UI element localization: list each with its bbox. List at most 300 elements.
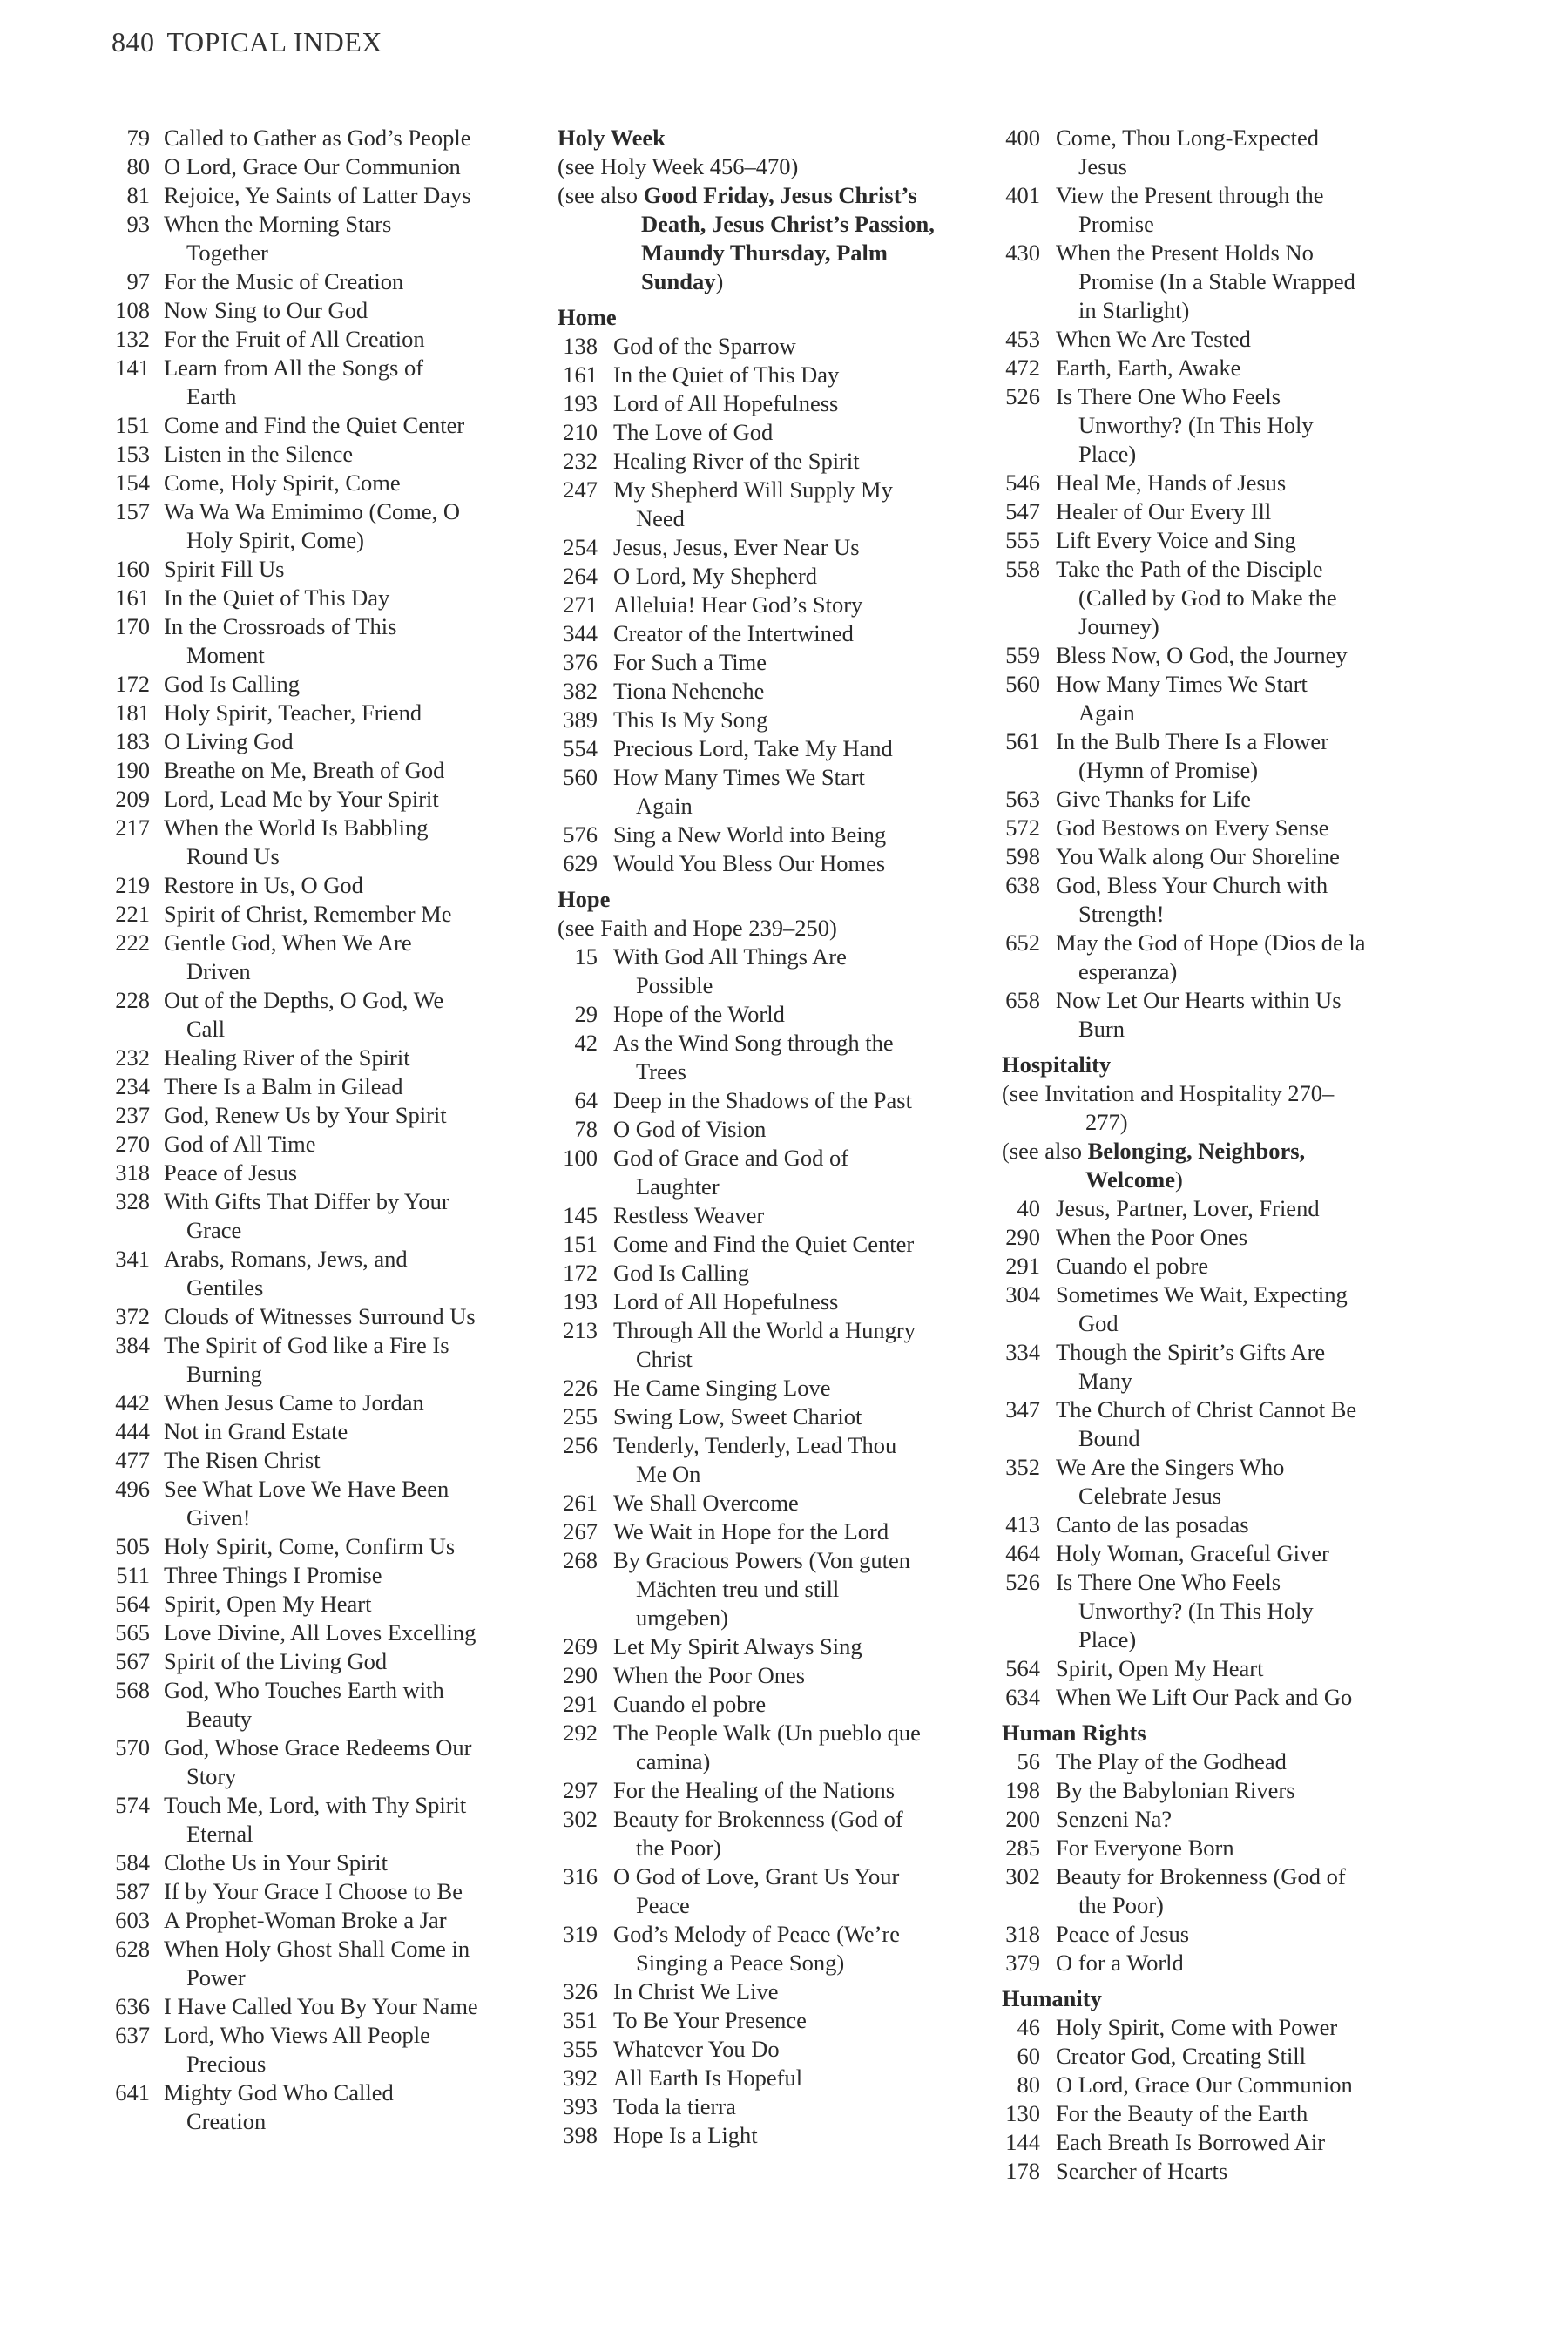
hymn-title-line: Searcher of Hearts — [1056, 2158, 1228, 2184]
hymn-number: 453 — [1005, 326, 1040, 352]
index-entry — [558, 1000, 993, 1029]
cross-reference-line — [1002, 1079, 1437, 1108]
cross-reference — [558, 914, 993, 943]
hymn-title-line: Spirit, Open My Heart — [1056, 1655, 1264, 1681]
hymn-title — [164, 411, 527, 440]
hymn-number: 255 — [563, 1403, 598, 1429]
hymn-title-line: Lift Every Voice and Sing — [1056, 527, 1296, 553]
hymn-number: 80 — [126, 153, 150, 179]
hymn-number: 584 — [115, 1849, 150, 1876]
hymn-number: 81 — [126, 182, 150, 208]
reference-text: 277) — [1085, 1109, 1128, 1135]
hymn-title-line: God of All Time — [164, 1131, 316, 1157]
hymn-title-line: Burn — [1078, 1016, 1125, 1042]
hymn-number: 547 — [1005, 498, 1040, 524]
hymn-title — [1056, 641, 1437, 670]
reference-text: ) — [715, 268, 724, 294]
hymn-number: 226 — [563, 1375, 598, 1401]
hymn-title — [613, 1230, 993, 1259]
hymn-title-line: For Everyone Born — [1056, 1835, 1234, 1861]
hymn-title — [1056, 2128, 1437, 2157]
hymn-title-line: Now Let Our Hearts within Us — [1056, 987, 1342, 1013]
hymn-title-line: Round Us — [186, 843, 280, 869]
hymn-title-line: God of Grace and God of — [613, 1145, 849, 1171]
hymn-title-line: When Jesus Came to Jordan — [164, 1389, 424, 1416]
hymn-title-line: When the Poor Ones — [613, 1662, 806, 1688]
hymn-title — [1056, 124, 1437, 181]
index-entry — [558, 1431, 993, 1489]
hymn-title — [164, 1044, 527, 1072]
hymn-number: 318 — [1005, 1921, 1040, 1947]
hymn-title — [1056, 1683, 1437, 1712]
hymn-number: 496 — [115, 1476, 150, 1502]
index-entry — [1002, 1834, 1437, 1862]
hymn-number: 256 — [563, 1432, 598, 1458]
hymn-number: 319 — [563, 1921, 598, 1947]
hymn-title-line: See What Love We Have Been — [164, 1476, 449, 1502]
index-entry — [96, 181, 527, 210]
index-entry — [558, 648, 993, 677]
hymn-title — [164, 900, 527, 929]
hymn-number: 80 — [1017, 2072, 1040, 2098]
hymn-title — [613, 619, 993, 648]
index-entry — [1002, 641, 1437, 670]
hymn-title — [613, 447, 993, 476]
hymn-title-line: Hope Is a Light — [613, 2122, 758, 2148]
hymn-title-line: Many — [1078, 1368, 1132, 1394]
index-entry — [558, 1316, 993, 1374]
index-entry — [558, 1719, 993, 1776]
hymn-number: 554 — [563, 735, 598, 761]
index-entry — [558, 1805, 993, 1862]
index-entry — [96, 210, 527, 267]
hymn-title — [1056, 181, 1437, 239]
hymn-title-line: This Is My Song — [613, 706, 768, 733]
hymn-title-line: Earth — [186, 383, 237, 409]
hymn-number: 219 — [115, 872, 150, 898]
hymn-number: 193 — [563, 1288, 598, 1315]
hymn-number: 344 — [563, 620, 598, 646]
hymn-number: 351 — [563, 2007, 598, 2033]
hymn-number: 291 — [1005, 1253, 1040, 1279]
hymn-title-line: the Poor) — [1078, 1892, 1164, 1918]
reference-text: (see Faith and Hope 239–250) — [558, 915, 837, 941]
hymn-number: 198 — [1005, 1777, 1040, 1803]
hymn-number: 217 — [115, 814, 150, 841]
hymn-title-line: When the Morning Stars — [164, 211, 392, 237]
hymn-title-line: Tenderly, Tenderly, Lead Thou — [613, 1432, 897, 1458]
hymn-title — [164, 1159, 527, 1187]
hymn-title — [164, 1935, 527, 1992]
hymn-number: 172 — [115, 671, 150, 697]
hymn-number: 526 — [1005, 1569, 1040, 1595]
hymn-title — [613, 476, 993, 533]
index-entry — [96, 727, 527, 756]
hymn-number: 636 — [115, 1993, 150, 2019]
hymn-title-line: Spirit, Open My Heart — [164, 1591, 372, 1617]
index-entry — [1002, 842, 1437, 871]
hymn-number: 269 — [563, 1633, 598, 1659]
hymn-title — [1056, 1539, 1437, 1568]
hymn-title — [613, 1144, 993, 1201]
referenced-topic: Sunday — [641, 268, 716, 294]
index-entry — [558, 1690, 993, 1719]
hymn-number: 132 — [115, 326, 150, 352]
hymn-title-line: He Came Singing Love — [613, 1375, 831, 1401]
hymn-title-line: For the Music of Creation — [164, 268, 404, 294]
hymn-title — [613, 706, 993, 734]
hymn-title-line: Beauty for Brokenness (God of — [1056, 1863, 1346, 1889]
hymn-title-line: Cuando el pobre — [1056, 1253, 1209, 1279]
hymn-title — [1056, 1920, 1437, 1949]
hymn-title — [164, 1561, 527, 1590]
hymn-title — [164, 296, 527, 325]
hymn-title — [1056, 1453, 1437, 1511]
index-entry — [558, 1546, 993, 1632]
hymn-number: 200 — [1005, 1806, 1040, 1832]
hymn-title-line: We Shall Overcome — [613, 1490, 799, 1516]
hymn-title — [164, 1676, 527, 1734]
hymn-title — [613, 2006, 993, 2035]
index-entry — [96, 1331, 527, 1389]
index-entry — [96, 1101, 527, 1130]
hymn-number: 472 — [1005, 355, 1040, 381]
hymn-number: 302 — [1005, 1863, 1040, 1889]
hymn-title — [164, 1791, 527, 1848]
hymn-title — [613, 1661, 993, 1690]
cross-reference — [558, 181, 993, 296]
index-entry — [1002, 986, 1437, 1044]
hymn-title — [164, 929, 527, 986]
hymn-title — [1056, 1252, 1437, 1281]
hymn-number: 629 — [563, 850, 598, 876]
hymn-title — [164, 1446, 527, 1475]
hymn-number: 304 — [1005, 1281, 1040, 1308]
hymn-title-line: Beauty — [186, 1706, 253, 1732]
hymn-title-line: Jesus, Partner, Lover, Friend — [1056, 1195, 1320, 1221]
hymn-title-line: Breathe on Me, Breath of God — [164, 757, 445, 783]
hymn-number: 292 — [563, 1720, 598, 1746]
hymn-title-line: The Spirit of God like a Fire Is — [164, 1332, 449, 1358]
hymn-title-line: Cuando el pobre — [613, 1691, 767, 1717]
hymn-number: 638 — [1005, 872, 1040, 898]
hymn-title-line: Canto de las posadas — [1056, 1511, 1249, 1538]
hymn-title — [164, 814, 527, 871]
hymn-title — [613, 591, 993, 619]
hymn-number: 570 — [115, 1734, 150, 1761]
hymn-number: 160 — [115, 556, 150, 582]
hymn-title-line: We Are the Singers Who — [1056, 1454, 1285, 1480]
index-entry — [96, 1848, 527, 1877]
hymn-title — [613, 1402, 993, 1431]
hymn-title — [1056, 842, 1437, 871]
page-number: 840 — [112, 26, 155, 57]
hymn-title-line: Give Thanks for Life — [1056, 786, 1251, 812]
hymn-number: 316 — [563, 1863, 598, 1889]
hymn-title-line: Holy Spirit, Come with Power — [1056, 2014, 1338, 2040]
hymn-number: 526 — [1005, 383, 1040, 409]
hymn-number: 384 — [115, 1332, 150, 1358]
hymn-title-line: Creation — [186, 2108, 267, 2134]
referenced-topic: Good Friday, Jesus Christ’s — [643, 182, 917, 208]
hymn-number: 56 — [1017, 1748, 1040, 1774]
hymn-number: 108 — [115, 297, 150, 323]
hymn-title — [613, 1316, 993, 1374]
hymn-title-line: Lord, Who Views All People — [164, 2022, 430, 2048]
hymn-title-line: Place) — [1078, 441, 1137, 467]
hymn-title-line: Come and Find the Quiet Center — [164, 412, 465, 438]
hymn-number: 161 — [563, 362, 598, 388]
index-entry — [1002, 1949, 1437, 1977]
index-entry — [558, 591, 993, 619]
hymn-number: 268 — [563, 1547, 598, 1573]
hymn-title — [613, 1259, 993, 1288]
hymn-title — [164, 1906, 527, 1935]
hymn-title-line: My Shepherd Will Supply My — [613, 476, 893, 503]
index-entry — [1002, 1223, 1437, 1252]
hymn-title — [1056, 871, 1437, 929]
hymn-title — [613, 389, 993, 418]
hymn-title-line: Holy Woman, Graceful Giver — [1056, 1540, 1329, 1566]
hymn-title-line: God — [1078, 1310, 1119, 1336]
hymn-title — [164, 1130, 527, 1159]
hymn-number: 264 — [563, 563, 598, 589]
index-entry — [96, 1417, 527, 1446]
hymn-title — [613, 821, 993, 849]
index-entry — [96, 612, 527, 670]
hymn-title — [164, 2078, 527, 2136]
hymn-number: 190 — [115, 757, 150, 783]
hymn-number: 555 — [1005, 527, 1040, 553]
hymn-title-line: In the Crossroads of This — [164, 613, 397, 639]
hymn-title-line: Called to Gather as God’s People — [164, 125, 471, 151]
index-entry — [1002, 1683, 1437, 1712]
hymn-title — [164, 354, 527, 411]
hymn-title-line: Celebrate Jesus — [1078, 1483, 1222, 1509]
hymn-title-line: God, Bless Your Church with — [1056, 872, 1328, 898]
hymn-title-line: There Is a Balm in Gilead — [164, 1073, 403, 1099]
hymn-title — [613, 1977, 993, 2006]
hymn-number: 228 — [115, 987, 150, 1013]
hymn-title — [164, 1331, 527, 1389]
hymn-title-line: Alleluia! Hear God’s Story — [613, 591, 863, 618]
cross-reference-line — [558, 152, 993, 181]
hymn-title-line: Listen in the Silence — [164, 441, 354, 467]
hymn-number: 145 — [563, 1202, 598, 1228]
hymn-title-line: Holy Spirit, Come, Confirm Us — [164, 1533, 456, 1559]
hymn-title-line: Come, Thou Long-Expected — [1056, 125, 1319, 151]
index-entry — [96, 871, 527, 900]
index-entry — [1002, 2099, 1437, 2128]
hymn-title-line: Hope of the World — [613, 1001, 785, 1027]
index-entry — [96, 2078, 527, 2136]
hymn-number: 144 — [1005, 2129, 1040, 2155]
hymn-title-line: With God All Things Are — [613, 943, 847, 970]
hymn-number: 598 — [1005, 843, 1040, 869]
hymn-title-line: Earth, Earth, Awake — [1056, 355, 1241, 381]
hymn-title — [1056, 2071, 1437, 2099]
hymn-number: 572 — [1005, 814, 1040, 841]
hymn-title — [1056, 1834, 1437, 1862]
hymn-title-line: When We Are Tested — [1056, 326, 1251, 352]
index-entry — [96, 325, 527, 354]
hymn-title — [164, 152, 527, 181]
index-entry — [1002, 1747, 1437, 1776]
hymn-number: 42 — [574, 1030, 598, 1056]
hymn-title-line: Jesus — [1078, 153, 1127, 179]
cross-reference-line — [558, 267, 993, 296]
reference-text: (see also — [1002, 1138, 1088, 1164]
hymn-title-line: Come and Find the Quiet Center — [613, 1231, 915, 1257]
hymn-title-line: Given! — [186, 1504, 251, 1531]
hymn-title-line: Toda la tierra — [613, 2093, 736, 2119]
cross-reference — [1002, 1137, 1437, 1194]
hymn-title — [613, 1201, 993, 1230]
index-entry — [1002, 1194, 1437, 1223]
hymn-title-line: Though the Spirit’s Gifts Are — [1056, 1339, 1326, 1365]
hymn-title-line: Clothe Us in Your Spirit — [164, 1849, 388, 1876]
hymn-title-line: Sometimes We Wait, Expecting — [1056, 1281, 1348, 1308]
hymn-title-line: For the Fruit of All Creation — [164, 326, 425, 352]
index-entry — [558, 1115, 993, 1144]
topic-heading: Holy Week — [558, 125, 666, 151]
hymn-title — [1056, 1194, 1437, 1223]
index-entry — [558, 734, 993, 763]
hymn-number: 565 — [115, 1619, 150, 1646]
hymn-title-line: Each Breath Is Borrowed Air — [1056, 2129, 1326, 2155]
hymn-title — [613, 763, 993, 821]
hymn-title — [613, 1374, 993, 1402]
index-entry — [96, 1389, 527, 1417]
hymn-title-line: O Living God — [164, 728, 294, 754]
hymn-title-line: To Be Your Presence — [613, 2007, 807, 2033]
hymn-title-line: When We Lift Our Pack and Go — [1056, 1684, 1353, 1710]
index-entry — [1002, 929, 1437, 986]
hymn-title-line: Now Sing to Our God — [164, 297, 368, 323]
index-entry — [558, 619, 993, 648]
index-entry — [96, 785, 527, 814]
hymn-number: 413 — [1005, 1511, 1040, 1538]
reference-text: (see also — [558, 182, 644, 208]
hymn-title — [164, 440, 527, 469]
hymn-number: 221 — [115, 901, 150, 927]
hymn-title — [613, 1115, 993, 1144]
hymn-title-line: A Prophet-Woman Broke a Jar — [164, 1907, 447, 1933]
hymn-title-line: umgeben) — [636, 1605, 728, 1631]
hymn-title-line: Love Divine, All Loves Excelling — [164, 1619, 476, 1646]
hymn-title — [164, 612, 527, 670]
hymn-title-line: In Christ We Live — [613, 1978, 779, 2004]
hymn-title-line: the Poor) — [636, 1835, 721, 1861]
hymn-title-line: In the Bulb There Is a Flower — [1056, 728, 1329, 754]
hymn-number: 60 — [1017, 2043, 1040, 2069]
index-entry — [96, 900, 527, 929]
index-entry — [1002, 670, 1437, 727]
index-entry — [96, 354, 527, 411]
index-entry — [558, 1977, 993, 2006]
hymn-number: 170 — [115, 613, 150, 639]
hymn-title — [1056, 1396, 1437, 1453]
index-entry — [96, 1302, 527, 1331]
index-entry — [96, 1044, 527, 1072]
hymn-title — [613, 533, 993, 562]
running-title: TOPICAL INDEX — [166, 26, 382, 57]
hymn-title-line: Not in Grand Estate — [164, 1418, 348, 1444]
index-entry — [558, 706, 993, 734]
index-entry — [96, 1935, 527, 1992]
hymn-title — [1056, 325, 1437, 354]
hymn-title-line: O for a World — [1056, 1950, 1184, 1976]
hymn-title-line: God, Who Touches Earth with — [164, 1677, 444, 1703]
hymn-number: 637 — [115, 2022, 150, 2048]
hymn-number: 267 — [563, 1518, 598, 1544]
hymn-number: 560 — [563, 764, 598, 790]
hymn-title — [613, 1690, 993, 1719]
running-header — [112, 26, 382, 58]
hymn-number: 379 — [1005, 1950, 1040, 1976]
cross-reference-line — [558, 181, 993, 210]
hymn-title — [613, 1288, 993, 1316]
hymn-number: 326 — [563, 1978, 598, 2004]
hymn-number: 154 — [115, 470, 150, 496]
hymn-title-line: God, Renew Us by Your Spirit — [164, 1102, 447, 1128]
hymn-number: 628 — [115, 1936, 150, 1962]
hymn-title — [613, 1086, 993, 1115]
index-entry — [96, 440, 527, 469]
index-entry — [558, 763, 993, 821]
hymn-title-line: The People Walk (Un pueblo que — [613, 1720, 921, 1746]
index-entry — [1002, 382, 1437, 469]
index-entry — [96, 1734, 527, 1791]
hymn-title-line: Laughter — [636, 1173, 720, 1200]
index-entry — [96, 584, 527, 612]
hymn-title-line: In the Quiet of This Day — [164, 585, 390, 611]
hymn-number: 376 — [563, 649, 598, 675]
hymn-title-line: Arabs, Romans, Jews, and — [164, 1246, 408, 1272]
hymn-number: 290 — [563, 1662, 598, 1688]
hymn-title-line: Grace — [186, 1217, 242, 1243]
index-entry — [96, 1245, 527, 1302]
hymn-title-line: Story — [186, 1763, 237, 1789]
hymn-title-line: The Play of the Godhead — [1056, 1748, 1287, 1774]
hymn-title-line: Peace of Jesus — [1056, 1921, 1190, 1947]
hymn-title-line: Holy Spirit, Come) — [186, 527, 364, 553]
index-entry — [1002, 871, 1437, 929]
hymn-title-line: Unworthy? (In This Holy — [1078, 1598, 1314, 1624]
hymn-number: 172 — [563, 1260, 598, 1286]
hymn-number: 209 — [115, 786, 150, 812]
hymn-number: 442 — [115, 1389, 150, 1416]
hymn-number: 347 — [1005, 1396, 1040, 1423]
hymn-title-line: Lord, Lead Me by Your Spirit — [164, 786, 439, 812]
hymn-title — [1056, 2042, 1437, 2071]
hymn-title-line: O Lord, Grace Our Communion — [1056, 2072, 1353, 2098]
hymn-title-line: As the Wind Song through the — [613, 1030, 894, 1056]
hymn-title-line: Clouds of Witnesses Surround Us — [164, 1303, 476, 1329]
hymn-number: 247 — [563, 476, 598, 503]
index-entry — [558, 1201, 993, 1230]
index-entry — [96, 699, 527, 727]
index-entry — [558, 2121, 993, 2150]
hymn-title-line: Me On — [636, 1461, 701, 1487]
index-entry — [1002, 181, 1437, 239]
hymn-title — [1056, 1862, 1437, 1920]
index-entry — [1002, 1805, 1437, 1834]
index-entry — [96, 1647, 527, 1676]
hymn-title-line: Creator of the Intertwined — [613, 620, 854, 646]
hymn-title-line: Need — [636, 505, 685, 531]
hymn-number: 46 — [1017, 2014, 1040, 2040]
